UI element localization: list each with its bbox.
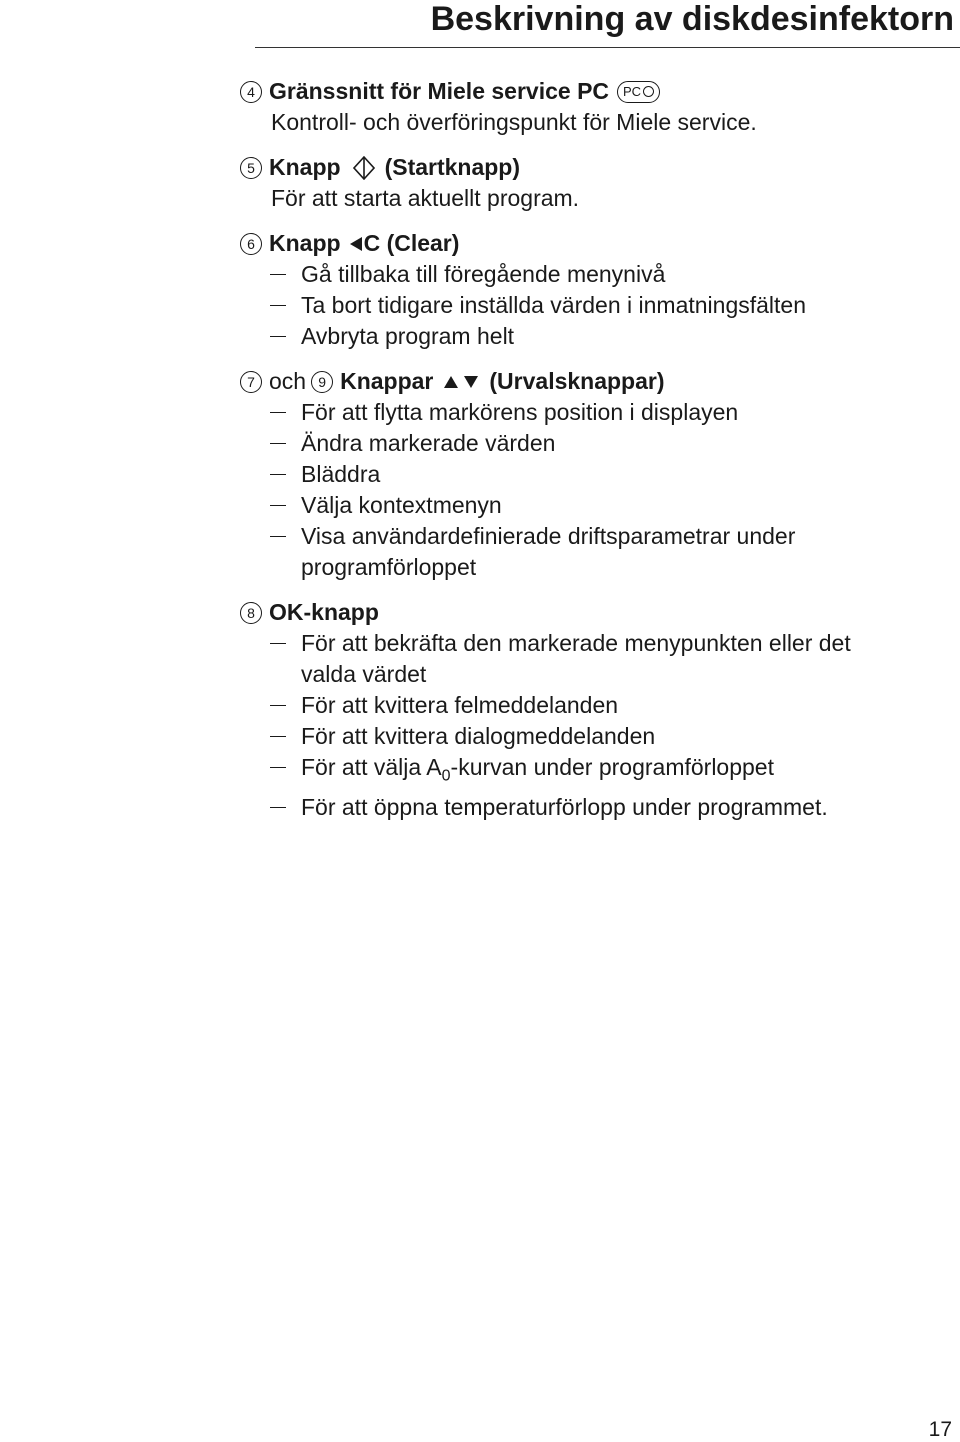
section-title-suffix: (Urvalsknappar) <box>489 368 665 394</box>
start-diamond-icon <box>353 156 375 180</box>
list-item: Avbryta program helt <box>240 321 940 352</box>
list-item: För att kvittera felmeddelanden <box>240 690 940 721</box>
callout-number: 5 <box>240 157 262 179</box>
pc-icon-label: PC <box>623 84 642 99</box>
list-item: Bläddra <box>240 459 940 490</box>
callout-number: 8 <box>240 602 262 624</box>
up-triangle-icon <box>443 375 459 389</box>
list-item: För att kvittera dialogmeddelanden <box>240 721 940 752</box>
list-item: Ändra markerade värden <box>240 428 940 459</box>
section-description: Kontroll- och överföringspunkt för Miele service. <box>271 109 757 135</box>
list-item-continuation: programförloppet <box>301 554 477 580</box>
section-title-prefix: Knapp <box>269 230 341 256</box>
section-selection-buttons <box>240 366 940 583</box>
list-item: Gå tillbaka till föregående menynivå <box>240 259 940 290</box>
list-item: För att öppna temperaturförlopp under programmet. <box>240 792 940 823</box>
page-title: Beskrivning av diskdesinfektorn <box>430 0 954 38</box>
section-title: OK-knapp <box>269 599 379 625</box>
list-item: För att flytta markörens position i displayen <box>240 397 940 428</box>
callout-number: 4 <box>240 81 262 103</box>
section-description: För att starta aktuellt program. <box>271 185 580 211</box>
list-item-continuation: valda värdet <box>301 661 427 687</box>
section-title-suffix: (Startknapp) <box>384 154 521 180</box>
section-start-button <box>240 152 940 214</box>
callout-number: 7 <box>240 371 262 393</box>
list-item: För att välja $A_0$-kurvan under programförloppet <box>240 752 940 792</box>
connector-text: och <box>269 368 307 394</box>
callout-number-2: 9 <box>311 371 333 393</box>
title-divider <box>255 47 960 48</box>
list-item: För att bekräfta den markerade menypunkten eller det <box>240 628 940 659</box>
list-item: Ta bort tidigare inställda värden i inmatningsfälten <box>240 290 940 321</box>
section-ok-button <box>240 597 940 823</box>
down-triangle-icon <box>463 375 479 389</box>
list-item: Välja kontextmenyn <box>240 490 940 521</box>
section-title-suffix: C (Clear) <box>363 230 460 256</box>
section-service-interface <box>240 76 940 138</box>
pc-interface-icon <box>617 81 660 103</box>
section-title-prefix: Knapp <box>269 154 341 180</box>
callout-number: 6 <box>240 233 262 255</box>
section-title-prefix: Knappar <box>340 368 434 394</box>
clear-arrow-icon <box>349 236 363 252</box>
section-title: Gränssnitt för Miele service PC <box>269 78 610 104</box>
list-item: Visa användardefinierade driftsparametrar under <box>240 521 940 552</box>
section-clear-button <box>240 228 940 352</box>
page-number: 17 <box>928 1418 952 1441</box>
content <box>240 76 940 837</box>
subscript: 0 <box>441 767 451 785</box>
